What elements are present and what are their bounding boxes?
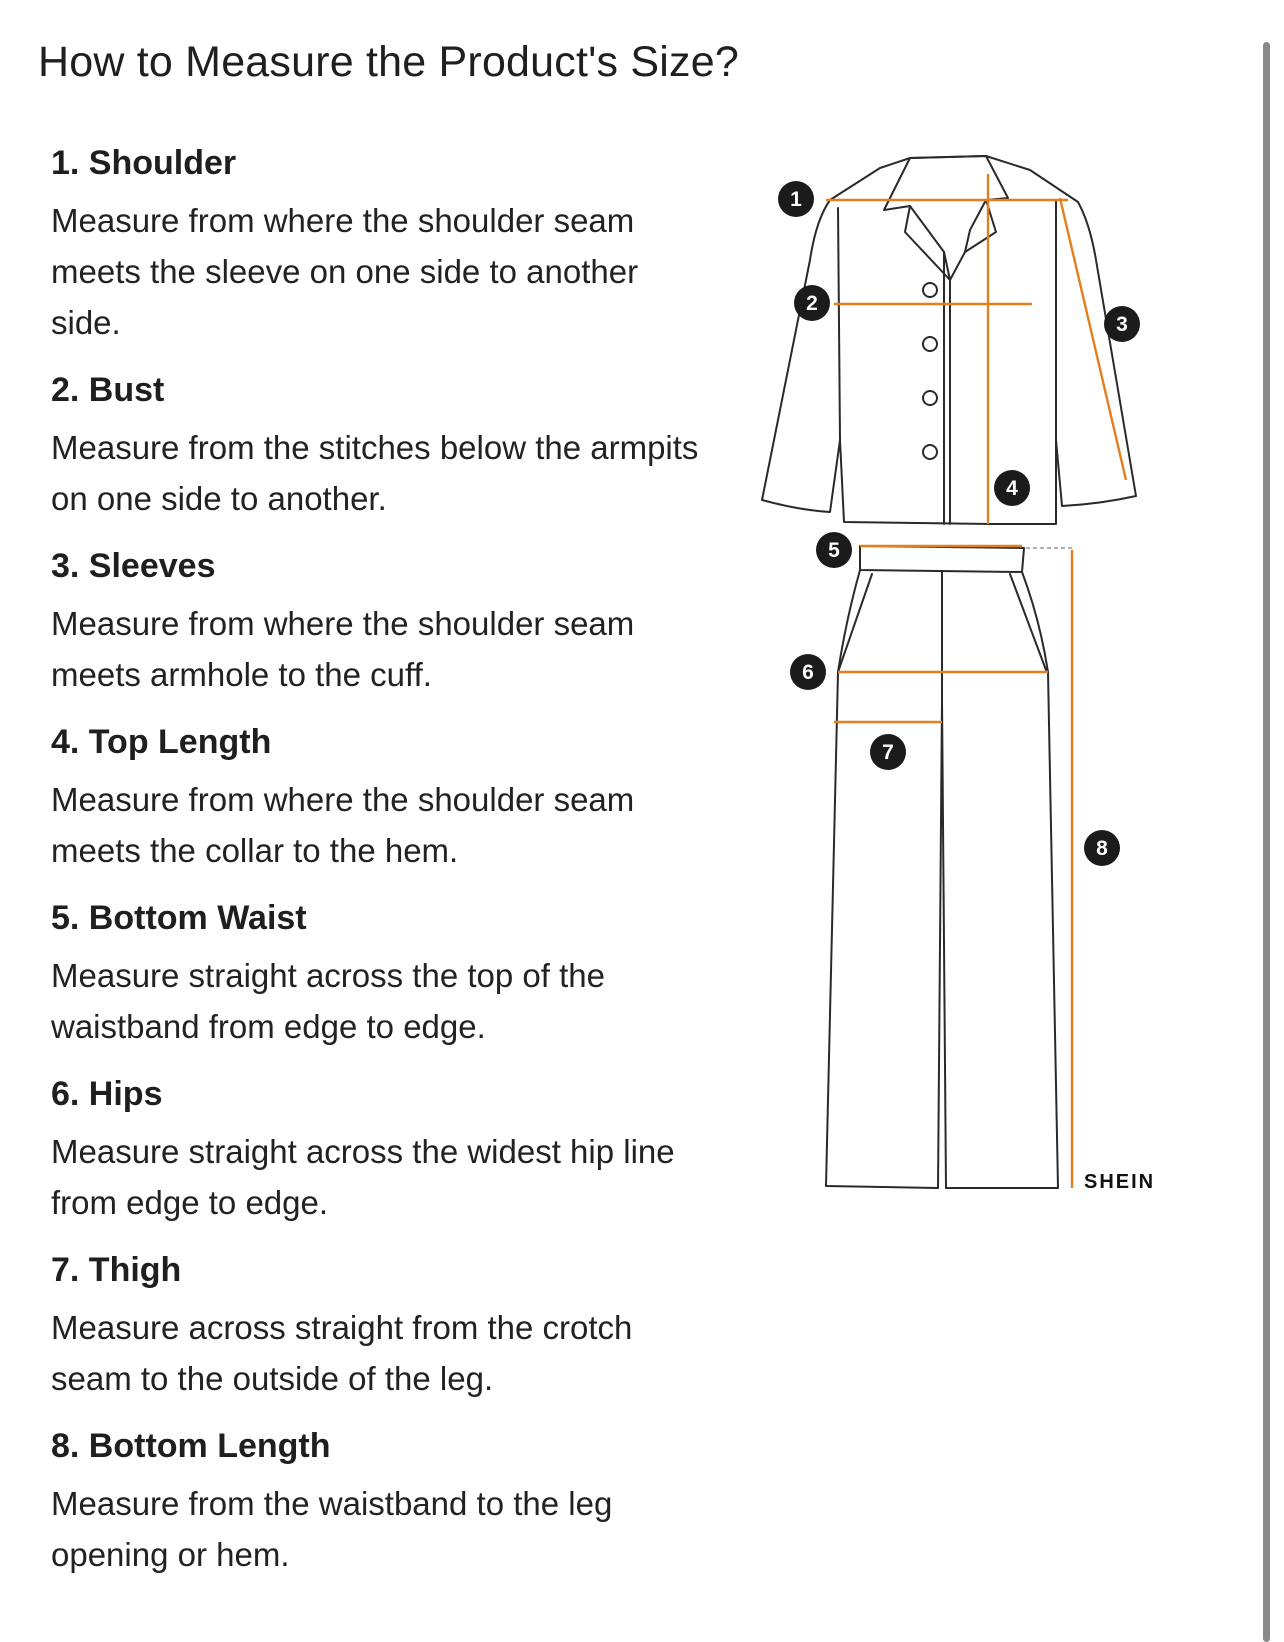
item-heading: 8. Bottom Length — [51, 1427, 331, 1465]
svg-text:4: 4 — [1006, 477, 1018, 500]
svg-text:8: 8 — [1096, 837, 1108, 860]
jacket-button — [923, 337, 937, 351]
instruction-item-bottom-waist — [51, 898, 701, 1052]
svg-text:2: 2 — [806, 292, 818, 315]
item-description: Measure straight across the widest hip line from edge to edge. — [51, 1133, 675, 1221]
scrollbar[interactable] — [1263, 42, 1270, 1642]
item-description: Measure from where the shoulder seam meets armhole to the cuff. — [51, 605, 635, 693]
item-description: Measure from where the shoulder seam meets the collar to the hem. — [51, 781, 635, 869]
badge-2 — [794, 285, 830, 321]
badge-6 — [790, 654, 826, 690]
jacket-button — [923, 391, 937, 405]
svg-text:3: 3 — [1116, 313, 1128, 336]
svg-text:6: 6 — [802, 661, 814, 684]
instruction-item-sleeves — [51, 546, 701, 700]
diagram-svg — [760, 140, 1260, 1290]
item-heading: 5. Bottom Waist — [51, 899, 307, 937]
jacket-button — [923, 445, 937, 459]
jacket-illustration — [762, 156, 1136, 524]
item-heading: 6. Hips — [51, 1075, 163, 1113]
item-description: Measure across straight from the crotch seam to the outside of the leg. — [51, 1309, 633, 1397]
item-description: Measure from where the shoulder seam meets the sleeve on one side to another side. — [51, 202, 639, 341]
svg-text:7: 7 — [882, 741, 894, 764]
item-heading: 7. Thigh — [51, 1251, 182, 1289]
garment-measurement-diagram — [760, 140, 1260, 1290]
item-heading: 3. Sleeves — [51, 547, 216, 585]
badge-1 — [778, 181, 814, 217]
instruction-item-top-length — [51, 722, 701, 876]
instruction-item-bust — [51, 370, 701, 524]
page-title: How to Measure the Product's Size? — [38, 38, 739, 86]
item-description: Measure straight across the top of the waistband from edge to edge. — [51, 957, 605, 1045]
item-description: Measure from the waistband to the leg opening or hem. — [51, 1485, 613, 1573]
badge-4 — [994, 470, 1030, 506]
shein-logo: SHEIN — [1084, 1171, 1156, 1193]
jacket-button — [923, 283, 937, 297]
item-heading: 1. Shoulder — [51, 144, 237, 182]
instruction-item-bottom-length — [51, 1426, 701, 1580]
measurement-instructions — [51, 143, 701, 1580]
badge-3 — [1104, 306, 1140, 342]
item-description: Measure from the stitches below the armpits on one side to another. — [51, 429, 699, 517]
badge-7 — [870, 734, 906, 770]
instruction-item-thigh — [51, 1250, 701, 1404]
pants-illustration — [826, 546, 1058, 1188]
badge-5 — [816, 532, 852, 568]
pants-waistband — [860, 546, 1024, 572]
instruction-item-shoulder — [51, 143, 701, 348]
instruction-item-hips — [51, 1074, 701, 1228]
item-heading: 4. Top Length — [51, 723, 272, 761]
svg-text:5: 5 — [828, 539, 840, 562]
badge-8 — [1084, 830, 1120, 866]
jacket-sleeve-seam-left — [838, 208, 840, 440]
jacket-placket — [944, 252, 950, 524]
svg-text:1: 1 — [790, 188, 802, 211]
item-heading: 2. Bust — [51, 371, 165, 409]
